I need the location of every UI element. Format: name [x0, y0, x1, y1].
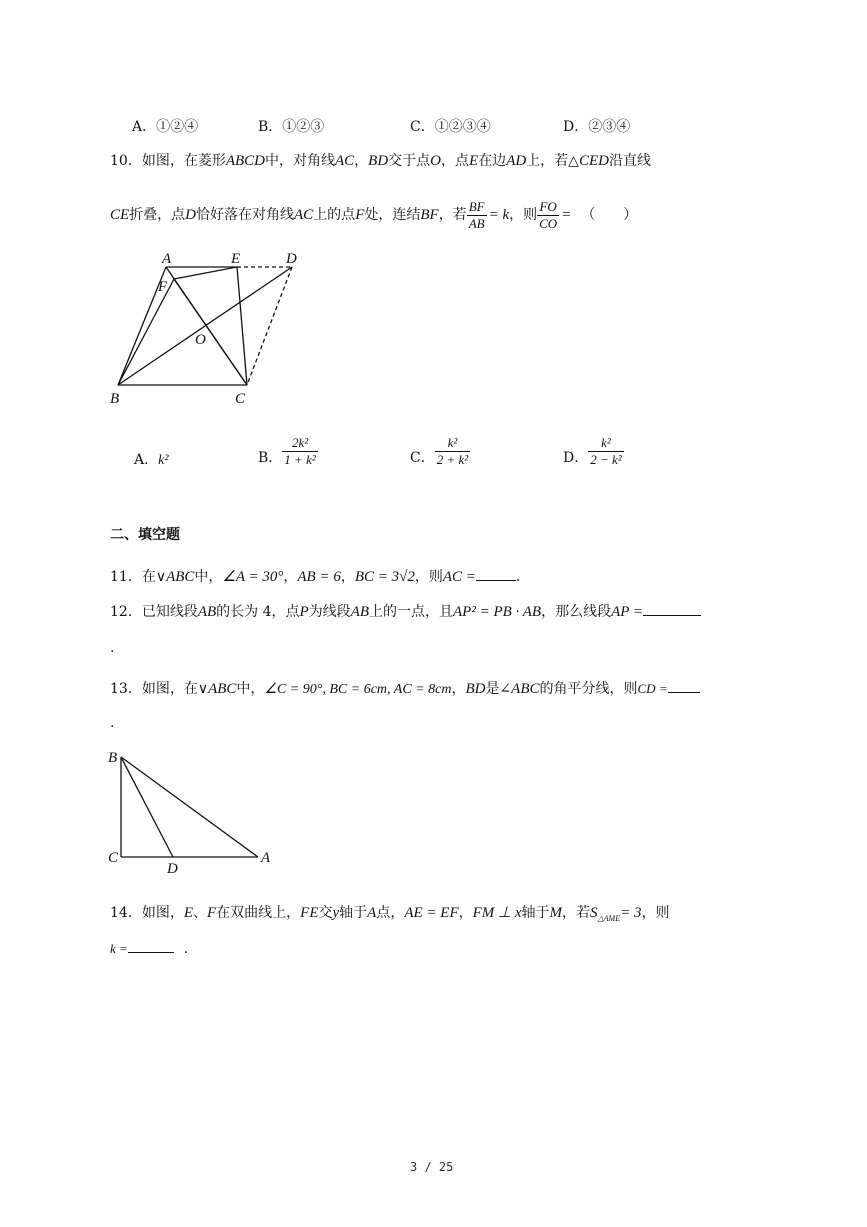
q10-option-c: C． $\frac{\text{k²}}{\text{2 + k²}}$	[410, 435, 469, 467]
q13: 13．如图，在∨ABC中，∠C = 90°, BC = 6cm, AC = 8cm，BD是∠ABC的角平分线，则CD =	[110, 678, 700, 700]
triangle-figure	[100, 745, 290, 880]
label-e: E	[231, 251, 241, 267]
q12-answer-blank[interactable]	[643, 601, 701, 616]
fraction-option-c: $\frac{\text{k²}}{\text{2 + k²}}$	[436, 435, 469, 467]
q9-option-c: C．①②③④	[410, 119, 491, 135]
q9-option-a: A．①②④	[132, 119, 199, 135]
fraction-bf-ab: $\frac{BF}{AB}$	[468, 198, 485, 231]
q10-option-b: B． $\frac{\text{2k²}}{\text{1 + k²}}$	[258, 435, 316, 467]
fraction-fo-co: $\frac{FO}{CO}$	[539, 198, 558, 231]
label-b: B	[110, 391, 120, 407]
fraction-option-b: $\frac{\text{2k²}}{\text{1 + k²}}$	[284, 435, 316, 467]
q13-answer-blank[interactable]	[668, 678, 700, 693]
label-a: A	[162, 251, 172, 267]
q9-option-b: B．①②③	[258, 119, 325, 135]
label-b: B	[108, 750, 118, 766]
q13-end: .	[110, 715, 115, 731]
label-d: D	[167, 861, 178, 877]
q12: 12．已知线段AB的长为 4，点P为线段AB上的一点，且AP² = PB · AB，那么线段AP =	[110, 601, 701, 622]
q10-option-d: D． $\frac{\text{k²}}{\text{2 − k²}}$	[563, 435, 622, 467]
label-f: F	[158, 279, 168, 295]
q14-line2: k = .	[110, 938, 188, 959]
q10-line2: CE 折叠，点 D 恰好落在对角线 AC 上的点 F 处，连结 BF ，若 $\frac{BF}{AB}$ = k ，则 $\frac{FO}{CO}$ = （ ）	[110, 198, 638, 231]
label-c: C	[235, 391, 246, 407]
fraction-option-d: $\frac{\text{k²}}{\text{2 − k²}}$	[590, 435, 622, 467]
q11: 11．在∨ABC中，∠A = 30°，AB = 6，BC = 3√2，则AC = .	[110, 566, 520, 587]
label-o: O	[195, 332, 206, 348]
q9-option-d: D．②③④	[563, 119, 631, 135]
rhombus-figure	[100, 245, 320, 410]
q12-end: .	[110, 640, 115, 656]
q14-answer-blank[interactable]	[128, 938, 174, 953]
page-number: 3 / 25	[410, 1160, 454, 1174]
label-d: D	[286, 251, 297, 267]
q14: 14．如图，E、F在双曲线上，FE交y轴于A点，AE = EF，FM ⊥ x轴于M，若$S_{\triangle AME}= 3$，则	[110, 905, 670, 923]
q10-line1: 10．如图，在菱形ABCD中，对角线AC，BD交于点O，点E在边AD上，若△CED沿直线	[110, 153, 651, 169]
label-c: C	[108, 850, 119, 866]
q10-option-a: A．k²	[134, 452, 169, 468]
section-title: 二、填空题	[110, 527, 180, 543]
label-a: A	[261, 850, 271, 866]
q11-answer-blank[interactable]	[476, 566, 516, 581]
